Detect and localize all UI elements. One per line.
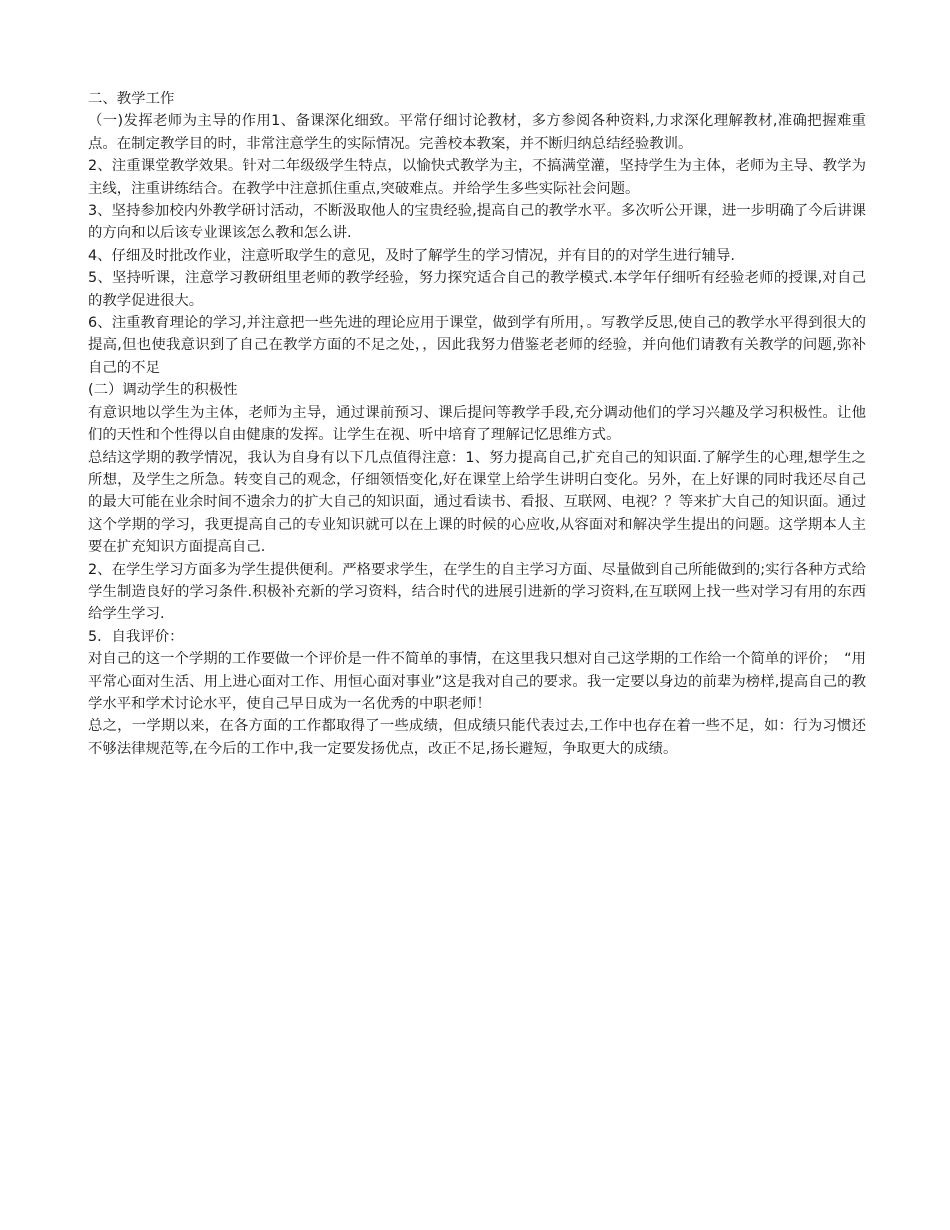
- paragraph: 5、坚持听课，注意学习教研组里老师的教学经验，努力探究适合自己的教学模式.本学年仔细听有经验老师的授课,对自己的教学促进很大。: [88, 270, 866, 309]
- paragraph: 2、在学生学习方面多为学生提供便利。严格要求学生，在学生的自主学习方面、尽量做到自己所能做到的;实行各种方式给学生制造良好的学习条件.积极补充新的学习资料，结合时代的进展引进新的学习资料,在互联网上找一些对学习有用的东西给学生学习.: [88, 561, 866, 623]
- document-page: [88, 88, 866, 760]
- paragraph: 总结这学期的教学情况，我认为自身有以下几点值得注意：1、努力提高自己,扩充自己的知识面.了解学生的心理,想学生之所想，及学生之所急。转变自己的观念，仔细领悟变化,好在课堂上给学生讲明白变化。另外，在上好课的同时我还尽自己的最大可能在业余时间不遗余力的扩大自己的知识面，通过看读书、看报、互联网、电视？？等来扩大自己的知识面。通过这个学期的学习，我更提高自己的专业知识就可以在上课的时候的心应收,从容面对和解决学生提出的问题。这学期本人主要在扩充知识方面提高自己.: [88, 449, 866, 556]
- paragraph: 2、注重课堂教学效果。针对二年级级学生特点，以愉快式教学为主，不搞满堂灌，坚持学生为主体，老师为主导、教学为主线，注重讲练结合。在教学中注意抓住重点,突破难点。并给学生多些实际社会问题。: [88, 158, 866, 197]
- paragraph: 对自己的这一个学期的工作要做一个评价是一件不简单的事情，在这里我只想对自己这学期的工作给一个简单的评价； “用平常心面对生活、用上进心面对工作、用恒心面对事业”这是我对自己的要求。我一定要以身边的前辈为榜样,提高自己的教学水平和学术讨论水平，使自己早日成为一名优秀的中职老师！: [88, 651, 866, 712]
- paragraph: 有意识地以学生为主体，老师为主导，通过课前预习、课后提问等教学手段,充分调动他们的学习兴趣及学习积极性。让他们的天性和个性得以自由健康的发挥。让学生在视、听中培育了理解记忆思维方式。: [88, 404, 866, 444]
- subsection-heading: (二）调动学生的积极性: [88, 382, 238, 399]
- section-heading: 二、教学工作: [88, 91, 175, 107]
- paragraph: （一)发挥老师为主导的作用1、备课深化细致。平常仔细讨论教材，多方参阅各种资料,力求深化理解教材,准确把握难重点。在制定教学目的时，非常注意学生的实际情况。完善校本教案，并不断归纳总结经验教训。: [88, 113, 866, 152]
- paragraph: 4、仔细及时批改作业，注意听取学生的意见，及时了解学生的学习情况，并有目的的对学生进行辅导.: [88, 247, 735, 264]
- paragraph: 3、坚持参加校内外教学研讨活动，不断汲取他人的宝贵经验,提高自己的教学水平。多次听公开课，进一步明确了今后讲课的方向和以后该专业课该怎么教和怎么讲.: [88, 203, 866, 242]
- paragraph: 总之，一学期以来，在各方面的工作都取得了一些成绩，但成绩只能代表过去,工作中也存在着一些不足，如：行为习惯还不够法律规范等,在今后的工作中,我一定要发扬优点，改正不足,扬长避短，争取更大的成绩。: [88, 718, 866, 757]
- paragraph: 6、注重教育理论的学习,并注意把一些先进的理论应用于课堂，做到学有所用，。写教学反思,使自己的教学水平得到很大的提高,但也使我意识到了自己在教学方面的不足之处，，因此我努力借鉴老老师的经验，并向他们请教有关教学的问题,弥补自己的不足: [88, 315, 866, 376]
- subsection-heading: 5．自我评价：: [88, 628, 184, 645]
